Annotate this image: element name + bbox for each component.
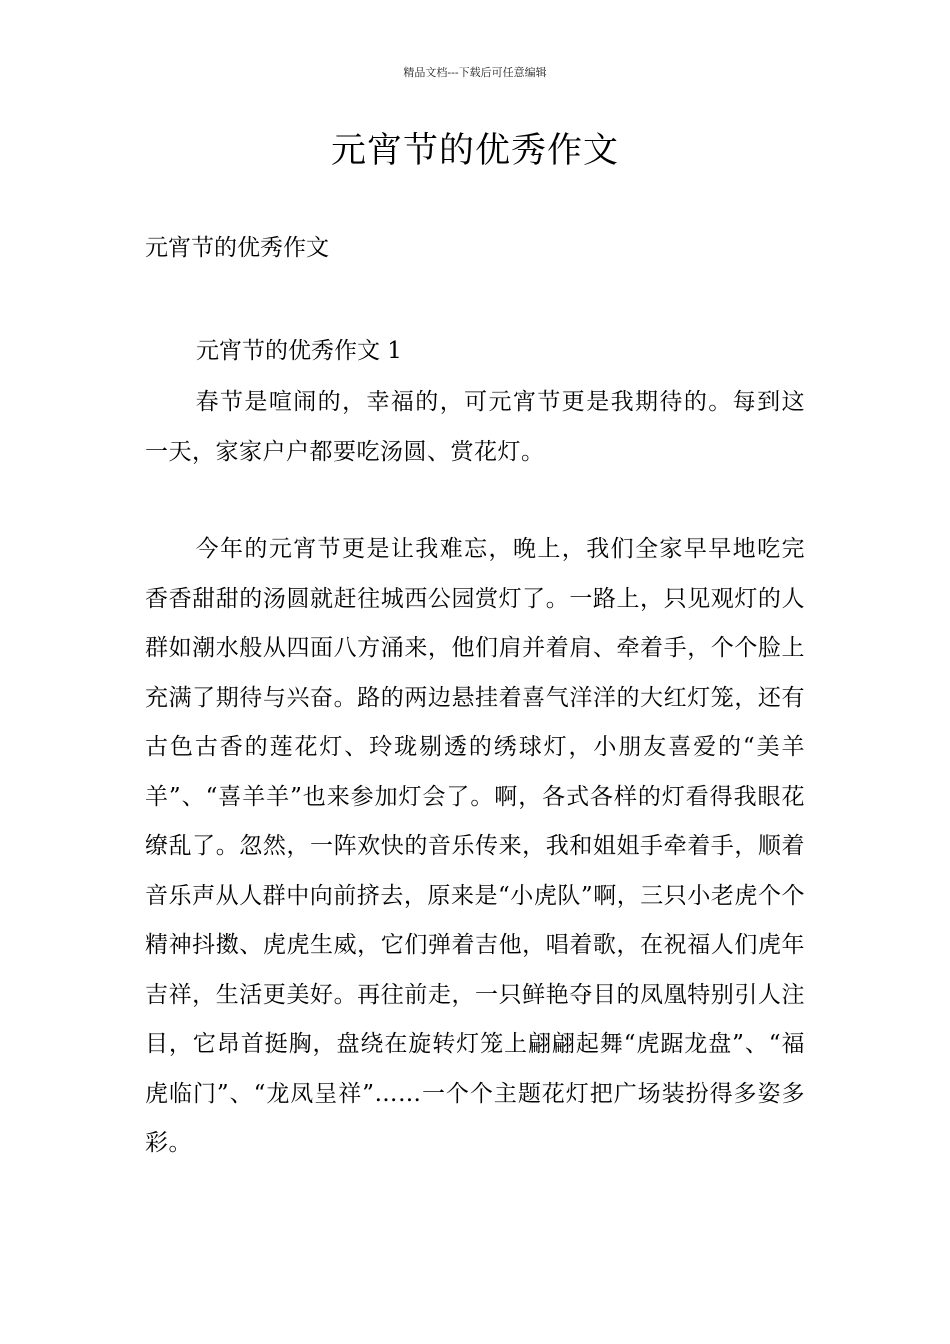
- paragraph: 春节是喧闹的，幸福的，可元宵节更是我期待的。每到这一天，家家户户都要吃汤圆、赏花灯。: [145, 389, 805, 465]
- section-heading: 元宵节的优秀作文 1: [196, 338, 402, 364]
- document-subtitle: 元宵节的优秀作文: [145, 235, 329, 261]
- document-title: 元宵节的优秀作文: [330, 131, 619, 171]
- paragraph: 今年的元宵节更是让我难忘，晚上，我们全家早早地吃完香香甜甜的汤圆就赶往城西公园赏灯了。一路上，只见观灯的人群如潮水般从四面八方涌来，他们肩并着肩、牵着手，个个脸上充满了期待与兴奋。路的两边悬挂着喜气洋洋的大红灯笼，还有古色古香的莲花灯、玲珑剔透的绣球灯，小朋友喜爱的“美羊羊”、“喜羊羊”也来参加灯会了。啊，各式各样的灯看得我眼花缭乱了。忽然，一阵欢快的音乐传来，我和姐姐手牵着手，顺着音乐声从人群中向前挤去，原来是“小虎队”啊，三只小老虎个个精神抖擞、虎虎生威，它们弹着吉他，唱着歌，在祝福人们虎年吉祥，生活更美好。再往前走，一只鲜艳夺目的凤凰特别引人注目，它昂首挺胸，盘绕在旋转灯笼上翩翩起舞“虎踞龙盘”、“福虎临门”、“龙凤呈祥”……一个个主题花灯把广场装扮得多姿多彩。: [145, 536, 805, 1156]
- header-note: 精品文档---下载后可任意编辑: [403, 66, 547, 79]
